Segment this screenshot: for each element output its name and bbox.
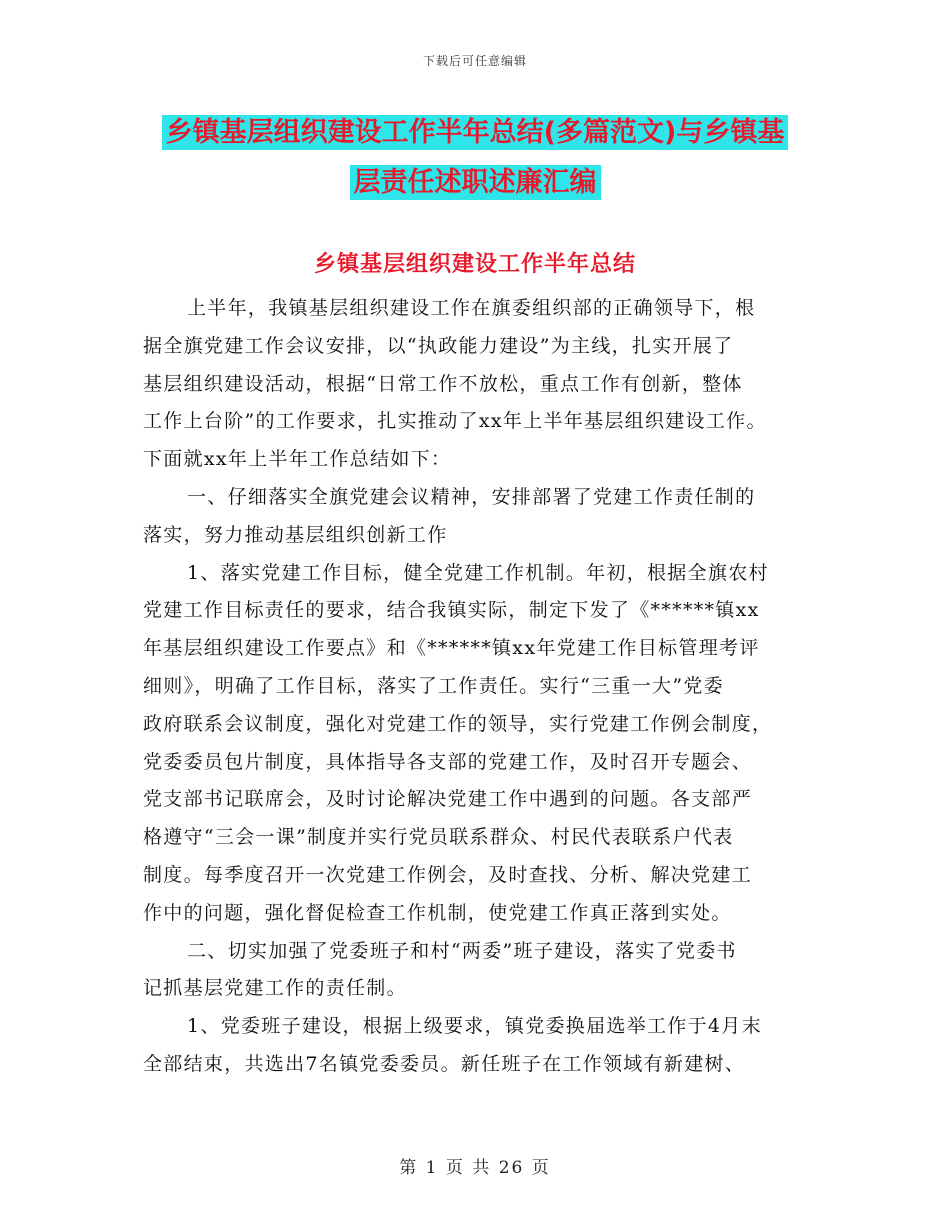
header-note: 下载后可任意编辑 bbox=[422, 54, 527, 68]
body-line: 年基层组织建设工作要点》和《******镇xx年党建工作目标管理考评 bbox=[143, 637, 760, 660]
body-line: 上半年，我镇基层组织建设工作在旗委组织部的正确领导下，根 bbox=[187, 297, 756, 319]
body-line: 据全旗党建工作会议安排，以“执政能力建设”为主线，扎实开展了 bbox=[143, 334, 734, 357]
body-line: 基层组织建设活动，根据“日常工作不放松，重点工作有创新，整体 bbox=[143, 372, 743, 395]
body-line: 作中的问题，强化督促检查工作机制，使党建工作真正落到实处。 bbox=[143, 901, 732, 924]
body-line: 格遵守“三会一课”制度并实行党员联系群众、村民代表联系户代表 bbox=[143, 826, 734, 849]
section-title: 乡镇基层组织建设工作半年总结 bbox=[313, 252, 636, 277]
page-number-footer: 第 1 页 共 26 页 bbox=[399, 1158, 551, 1178]
body-text bbox=[143, 290, 823, 1084]
body-line: 制度。每季度召开一次党建工作例会，及时查找、分析、解决党建工 bbox=[143, 863, 753, 886]
body-line: 1、落实党建工作目标，健全党建工作机制。年初，根据全旗农村 bbox=[187, 561, 769, 584]
body-line: 一、仔细落实全旗党建会议精神，安排部署了党建工作责任制的 bbox=[187, 485, 756, 508]
body-line: 党委委员包片制度，具体指导各支部的党建工作，及时召开专题会、 bbox=[143, 750, 753, 773]
document-title bbox=[0, 108, 950, 208]
body-line: 二、切实加强了党委班子和村“两委”班子建设，落实了党委书 bbox=[187, 939, 737, 962]
title-line-2: 层责任述职述廉汇编 bbox=[350, 165, 601, 200]
title-line-1: 乡镇基层组织建设工作半年总结(多篇范文)与乡镇基 bbox=[162, 115, 789, 150]
body-line: 全部结束，共选出7名镇党委委员。新任班子在工作领域有新建树、 bbox=[143, 1052, 746, 1075]
body-line: 细则》，明确了工作目标，落实了工作责任。实行“三重一大”党委 bbox=[143, 674, 724, 697]
body-line: 工作上台阶”的工作要求，扎实推动了xx年上半年基层组织建设工作。 bbox=[143, 410, 767, 433]
body-line: 落实，努力推动基层组织创新工作 bbox=[143, 523, 448, 546]
body-line: 党支部书记联席会，及时讨论解决党建工作中遇到的问题。各支部严 bbox=[143, 788, 753, 811]
body-line: 政府联系会议制度，强化对党建工作的领导，实行党建工作例会制度， bbox=[143, 712, 773, 735]
body-line: 下面就xx年上半年工作总结如下： bbox=[143, 448, 452, 471]
body-line: 记抓基层党建工作的责任制。 bbox=[143, 977, 407, 1000]
body-line: 党建工作目标责任的要求，结合我镇实际，制定下发了《******镇xx bbox=[143, 599, 760, 622]
body-line: 1、党委班子建设，根据上级要求，镇党委换届选举工作于4月末 bbox=[187, 1015, 762, 1038]
